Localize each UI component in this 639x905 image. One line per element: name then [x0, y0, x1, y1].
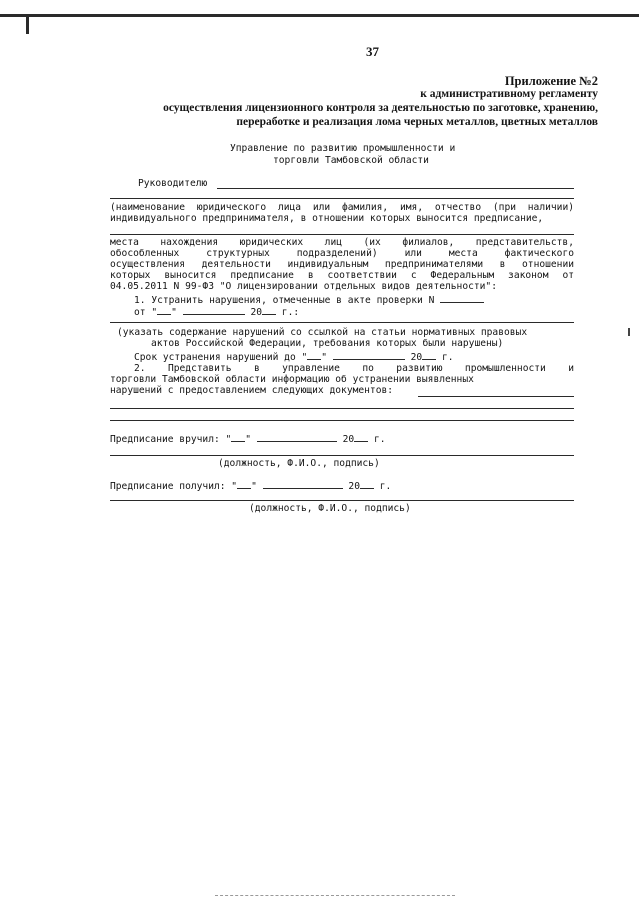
head-label: Руководителю: [138, 178, 208, 189]
scan-corner-mark: [26, 14, 29, 34]
item-1-year: 20: [250, 307, 263, 318]
received-mid: ": [251, 481, 257, 492]
page-number: 37: [366, 44, 379, 59]
name-caption-line-2: индивидуального предпринимателя, в отношении которых выносится предписание,: [110, 213, 544, 224]
location-line-3: осуществления деятельности индивидуальным предпринимателями в отношении: [110, 259, 574, 270]
head-name-line-2: [110, 198, 574, 199]
deadline-label: Срок устранения нарушений до ": [134, 352, 308, 363]
issued-year-blank[interactable]: [354, 432, 368, 442]
deadline-year-blank[interactable]: [422, 350, 436, 360]
deadline-row: [134, 350, 454, 363]
deadline-day-blank[interactable]: [307, 350, 321, 360]
location-line-4: которых выносится предписание в соответствии с Федеральным законом от: [110, 270, 574, 281]
issued-signature-line: [110, 455, 574, 456]
violation-caption-line-2: актов Российской Федерации, требования которых были нарушены): [151, 338, 504, 349]
documents-line-1: [418, 396, 574, 397]
item-1-date-prefix: от ": [134, 307, 158, 318]
name-blank-line: [110, 234, 574, 235]
scan-margin-mark: [628, 328, 630, 336]
issued-suffix: г.: [373, 434, 386, 445]
deadline-year: 20: [410, 352, 423, 363]
documents-line-3: [110, 420, 574, 421]
item-1-date-row: [134, 305, 299, 318]
location-line-1: места нахождения юридических лиц (их филиалов, представительств,: [110, 237, 574, 248]
location-line-2: обособленных структурных подразделений) или места фактического: [110, 248, 574, 259]
received-day-blank[interactable]: [237, 479, 251, 489]
location-line-5: 04.05.2011 N 99-ФЗ "О лицензировании отдельных видов деятельности":: [110, 281, 497, 292]
appendix-line-2: осуществления лицензионного контроля за деятельностью по заготовке, хранению,: [163, 102, 598, 114]
received-label: Предписание получил: ": [110, 481, 238, 492]
agency-line-2: торговли Тамбовской области: [273, 155, 429, 166]
issued-caption: (должность, Ф.И.О., подпись): [218, 458, 380, 469]
issued-label: Предписание вручил: ": [110, 434, 232, 445]
item-2-line-1: 2. Представить в управление по развитию промышленности и: [134, 363, 574, 374]
head-name-line: [217, 188, 574, 189]
act-year-blank[interactable]: [262, 305, 276, 315]
deadline-suffix: г.: [441, 352, 454, 363]
name-caption-line-1: (наименование юридического лица или фамилия, имя, отчество (при наличии): [110, 202, 574, 213]
issued-month-blank[interactable]: [257, 432, 337, 442]
violations-line: [110, 322, 574, 323]
act-day-blank[interactable]: [157, 305, 171, 315]
item-2-line-2: торговли Тамбовской области информацию об устранении выявленных: [110, 374, 474, 385]
received-year: 20: [348, 481, 360, 492]
appendix-line-1: к административному регламенту: [420, 88, 598, 100]
received-row: [110, 479, 391, 492]
scan-top-border: [0, 14, 639, 17]
agency-line-1: Управление по развитию промышленности и: [230, 143, 456, 154]
issued-day-blank[interactable]: [231, 432, 245, 442]
documents-line-2: [110, 408, 574, 409]
item-1-date-mid: ": [171, 307, 177, 318]
issued-mid: ": [245, 434, 252, 445]
act-month-blank[interactable]: [183, 305, 245, 315]
appendix-title: Приложение №2: [504, 74, 598, 88]
deadline-mid: ": [321, 352, 328, 363]
issued-year: 20: [342, 434, 355, 445]
violation-caption-line-1: (указать содержание нарушений со ссылкой на статьи нормативных правовых: [117, 327, 528, 338]
issued-row: [110, 432, 386, 445]
received-suffix: г.: [379, 481, 392, 492]
item-2-line-3: нарушений с предоставлением следующих документов:: [110, 385, 394, 396]
item-1-year-suffix: г.:: [281, 307, 300, 318]
received-year-blank[interactable]: [360, 479, 374, 489]
act-number-blank[interactable]: [440, 293, 484, 303]
received-month-blank[interactable]: [263, 479, 343, 489]
received-caption: (должность, Ф.И.О., подпись): [249, 503, 411, 514]
item-1-text: 1. Устранить нарушения, отмеченные в акте проверки N: [134, 295, 435, 306]
received-signature-line: [110, 500, 574, 501]
deadline-month-blank[interactable]: [333, 350, 405, 360]
scan-bottom-mark: [215, 895, 455, 896]
appendix-line-3: переработке и реализация лома черных металлов, цветных металлов: [236, 116, 598, 128]
